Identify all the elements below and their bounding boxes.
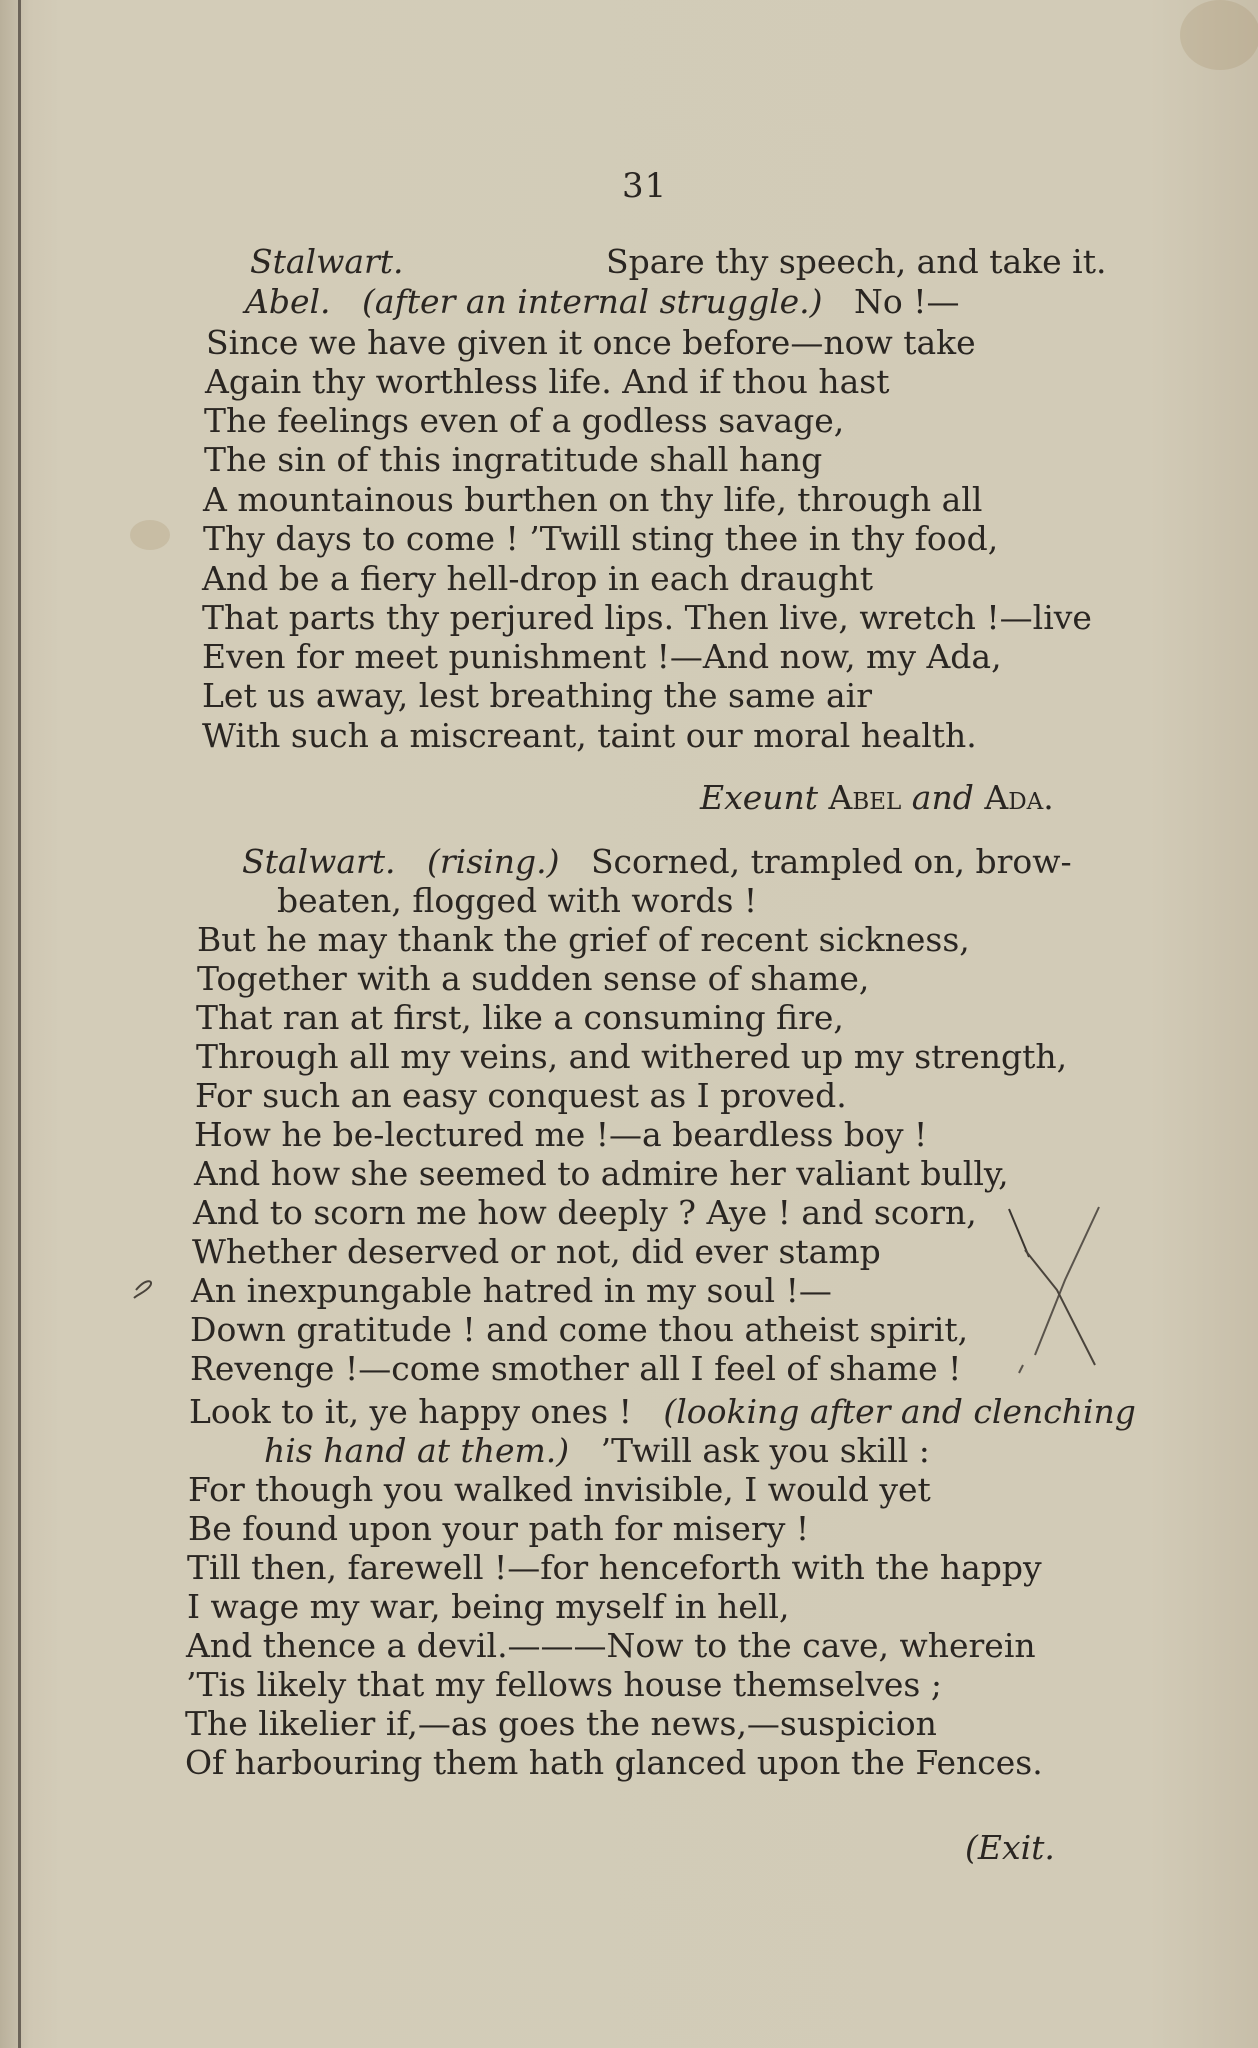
- verse-line: beaten, flogged with words !: [277, 881, 758, 920]
- verse-line: ’Tis likely that my fellows house themselves ;: [186, 1665, 942, 1704]
- verse-line: Down gratitude ! and come thou atheist spirit,: [190, 1310, 969, 1349]
- verse-line: Whether deserved or not, did ever stamp: [192, 1232, 881, 1271]
- character-name: Abel: [828, 778, 902, 817]
- page-binding-edge: [18, 0, 21, 2048]
- stage-direction: (after an internal struggle.): [362, 282, 823, 321]
- pencil-cross-mark-icon: [995, 1195, 1105, 1395]
- verse-line: Again thy worthless life. And if thou hast: [205, 362, 890, 401]
- speech-line: [242, 842, 1072, 881]
- verse-line: How he be-lectured me !—a beardless boy !: [194, 1115, 928, 1154]
- stage-direction: (looking after and clenching: [663, 1392, 1136, 1431]
- verse-line: Since we have given it once before—now take: [206, 323, 976, 362]
- verse-line: With such a miscreant, taint our moral health.: [202, 716, 977, 755]
- verse-line: For though you walked invisible, I would yet: [188, 1470, 931, 1509]
- page-stain: [1180, 0, 1258, 70]
- verse-line: Let us away, lest breathing the same air: [202, 676, 872, 715]
- speaker-name: Stalwart.: [242, 842, 396, 881]
- verse-line: Till then, farewell !—for henceforth with the happy: [187, 1548, 1042, 1587]
- stage-direction: (rising.): [427, 842, 560, 881]
- verse-line: And how she seemed to admire her valiant bully,: [194, 1154, 1009, 1193]
- speech-line: [264, 1431, 930, 1470]
- speech-line: [250, 242, 404, 281]
- speaker-name: Stalwart.: [250, 242, 404, 281]
- page-number: 31: [622, 166, 668, 206]
- verse-text: Look to it, ye happy ones !: [189, 1392, 632, 1431]
- verse-line: Thy days to come ! ’Twill sting thee in thy food,: [203, 519, 999, 558]
- verse-line: Through all my veins, and withered up my strength,: [196, 1037, 1068, 1076]
- verse-line: That ran at first, like a consuming fire,: [196, 998, 844, 1037]
- verse-line: Of harbouring them hath glanced upon the Fences.: [185, 1743, 1043, 1782]
- verse-text: Spare thy speech, and take it.: [606, 242, 1107, 281]
- verse-line: I wage my war, being myself in hell,: [187, 1587, 790, 1626]
- exeunt-word: Exeunt: [700, 778, 818, 817]
- page-stain: [130, 520, 170, 550]
- speech-line: [606, 242, 1106, 281]
- stage-direction: his hand at them.): [264, 1431, 570, 1470]
- verse-line: An inexpungable hatred in my soul !—: [191, 1271, 832, 1310]
- verse-line: A mountainous burthen on thy life, through all: [203, 480, 983, 519]
- verse-line: But he may thank the grief of recent sickness,: [197, 920, 970, 959]
- speaker-name: Abel.: [245, 282, 331, 321]
- pencil-margin-mark-icon: [128, 1268, 168, 1308]
- stage-exit: (Exit.: [965, 1828, 1055, 1867]
- verse-text: No !—: [854, 282, 960, 321]
- verse-line: Even for meet punishment !—And now, my Ada,: [202, 637, 1002, 676]
- verse-line: And thence a devil.———Now to the cave, wherein: [186, 1626, 1036, 1665]
- verse-line: And to scorn me how deeply ? Aye ! and scorn,: [193, 1193, 977, 1232]
- verse-text: ’Twill ask you skill :: [600, 1431, 930, 1470]
- verse-line: And be a fiery hell-drop in each draught: [202, 559, 874, 598]
- verse-line: The sin of this ingratitude shall hang: [204, 440, 823, 479]
- verse-text: Scorned, trampled on, brow-: [590, 842, 1072, 881]
- verse-line: That parts thy perjured lips. Then live, wretch !—live: [202, 598, 1092, 637]
- speech-line: [245, 282, 960, 321]
- verse-line: Revenge !—come smother all I feel of shame !: [190, 1349, 962, 1388]
- stage-exeunt: [700, 778, 1054, 817]
- verse-line: The feelings even of a godless savage,: [204, 401, 845, 440]
- verse-line: Together with a sudden sense of shame,: [197, 959, 870, 998]
- verse-line: Be found upon your path for misery !: [188, 1509, 810, 1548]
- speech-line: [189, 1392, 1136, 1431]
- conjunction: and: [911, 778, 974, 817]
- verse-line: For such an easy conquest as I proved.: [195, 1076, 847, 1115]
- character-name: Ada.: [984, 778, 1054, 817]
- verse-line: The likelier if,—as goes the news,—suspicion: [185, 1704, 937, 1743]
